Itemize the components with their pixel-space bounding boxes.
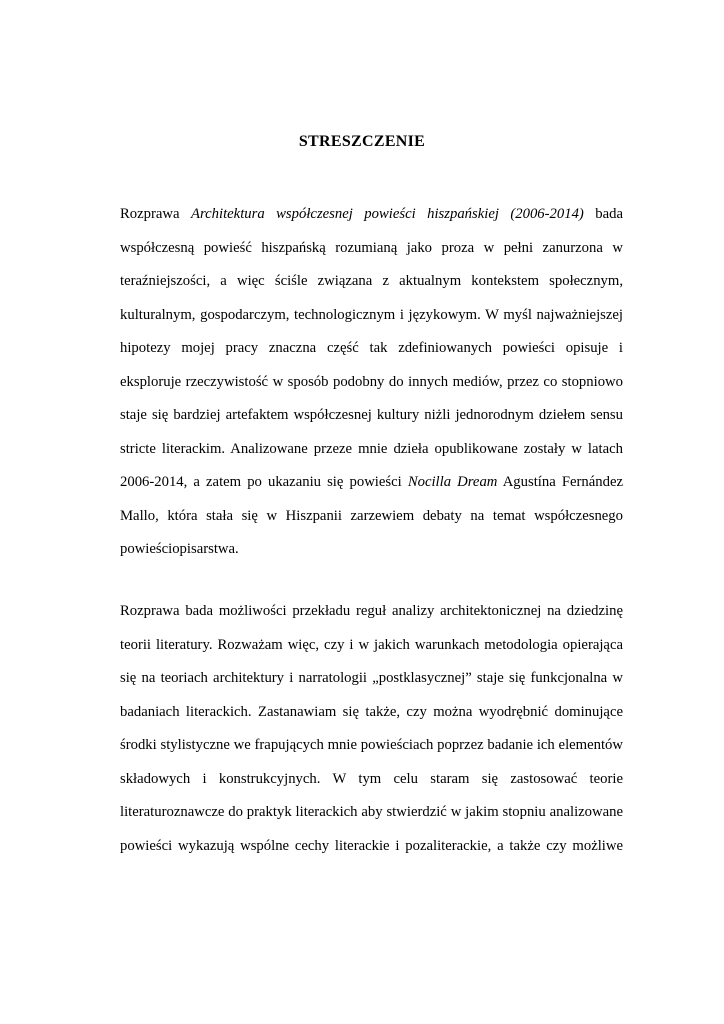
text-segment: hipotezy mojej pracy znaczna część tak zdefiniowanych powieści opisuje i	[120, 340, 623, 356]
text-segment: Agustína Fernández	[497, 474, 623, 490]
italic-title: Architektura współczesnej powieści hiszpańskiej (2006-2014)	[191, 206, 584, 222]
text-line	[120, 405, 623, 439]
text-line	[120, 204, 623, 238]
text-segment: teorii literatury. Rozważam więc, czy i w jakich warunkach metodologia opierająca	[120, 636, 623, 653]
text-segment: teraźniejszości, a więc ściśle związana z aktualnym kontekstem społecznym,	[120, 273, 623, 289]
text-line	[120, 836, 623, 870]
text-line	[120, 802, 623, 836]
text-segment: składowych i konstrukcyjnych. W tym celu staram się zastosować teorie	[120, 770, 623, 787]
text-line	[120, 305, 623, 339]
text-segment: Rozprawa bada możliwości przekładu reguł analizy architektonicznej na dziedzinę	[120, 603, 623, 619]
text-segment: powieści wykazują wspólne cechy literackie i pozaliterackie, a także czy możliwe	[120, 837, 623, 854]
text-segment: literaturoznawcze do praktyk literackich aby stwierdzić w jakim stopniu analizowane	[120, 804, 623, 820]
text-segment: się na teoriach architektury i narratologii „postklasycznej” staje się funkcjonalna w	[120, 670, 623, 686]
text-line	[120, 769, 623, 803]
text-segment: eksploruje rzeczywistość w sposób podobny do innych mediów, przez co stopniowo	[120, 373, 623, 390]
text-segment: staje się bardziej artefaktem współczesnej kultury niżli jednorodnym dziełem sensu	[120, 407, 623, 423]
text-segment: środki stylistyczne we frapujących mnie powieściach poprzez badanie ich elementów	[120, 737, 623, 753]
text-segment: Mallo, która stała się w Hiszpanii zarzewiem debaty na temat współczesnego	[120, 507, 623, 524]
text-segment: badaniach literackich. Zastanawiam się także, czy można wyodrębnić dominujące	[120, 703, 623, 720]
text-line	[120, 372, 623, 406]
text-segment: kulturalnym, gospodarczym, technologicznym i językowym. W myśl najważniejszej	[120, 306, 623, 323]
text-line	[120, 338, 623, 372]
text-line	[120, 439, 623, 473]
text-segment: współczesną powieść hiszpańską rozumianą jako proza w pełni zanurzona w	[120, 239, 623, 256]
paragraph-2	[120, 601, 623, 869]
text-line	[120, 735, 623, 769]
text-line	[120, 539, 623, 573]
text-line	[120, 271, 623, 305]
text-segment: bada	[583, 206, 623, 222]
page-title: STRESZCZENIE	[298, 133, 426, 150]
text-segment: 2006-2014, a zatem po ukazaniu się powieści	[120, 474, 408, 490]
text-segment: stricte literackim. Analizowane przeze mnie dzieła opublikowane zostały w latach	[120, 440, 623, 457]
text-line	[120, 635, 623, 669]
text-line	[120, 238, 623, 272]
text-line	[120, 506, 623, 540]
text-segment: powieściopisarstwa.	[120, 541, 239, 557]
text-line	[120, 702, 623, 736]
text-line	[120, 472, 623, 506]
paragraph-1	[120, 204, 623, 573]
italic-title: Nocilla Dream	[407, 474, 498, 490]
text-line	[120, 668, 623, 702]
text-segment: Rozprawa	[120, 206, 191, 222]
text-line	[120, 601, 623, 635]
